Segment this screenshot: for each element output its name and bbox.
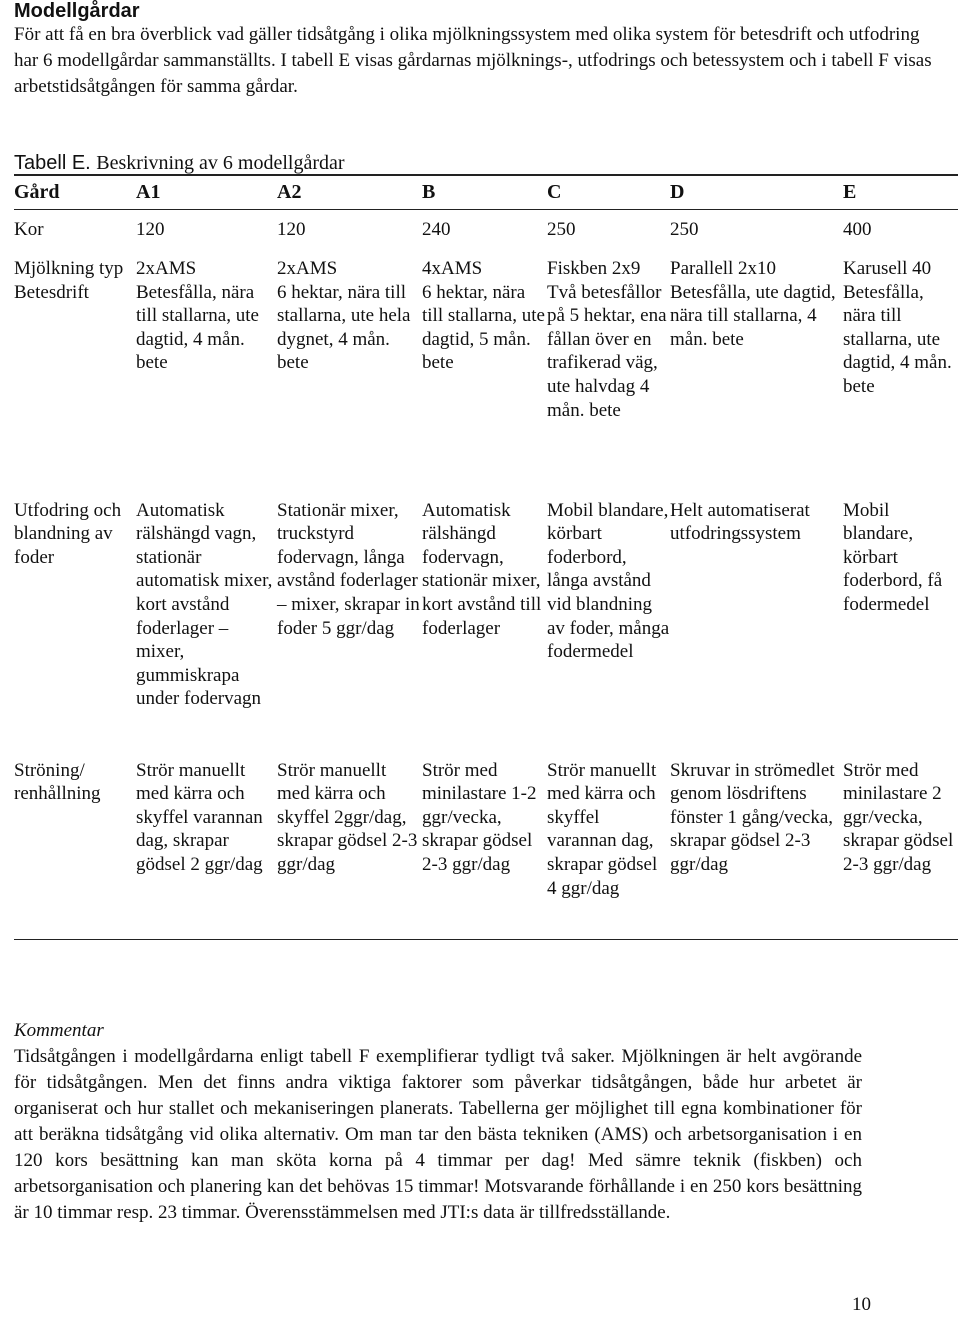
table-cell: 250 <box>547 219 576 240</box>
table-cell: Strör manuellt med kärra och skyffel varannan dag, skrapar gödsel 4 ggr/dag <box>547 759 670 940</box>
table-cell: Två betesfållor på 5 hektar, ena fållan över en trafikerad väg, ute halvdag 4 mån. bete <box>547 281 667 421</box>
table-cell: Betesfålla, nära till stallarna, ute dagtid, 4 mån. bete <box>843 281 952 397</box>
row-label: Mjölkning typ <box>14 258 124 279</box>
table-cell: Mobil blandare, körbart foderbord, få fodermedel <box>843 499 943 615</box>
table-caption-text: Beskrivning av 6 modellgårdar <box>96 152 345 174</box>
table-cell: Strör med minilastare 2 ggr/vecka, skrapar gödsel 2-3 ggr/dag <box>843 759 958 940</box>
section-heading: Modellgårdar <box>14 0 140 22</box>
table-cell: 120 <box>277 219 306 240</box>
table-row <box>14 494 958 759</box>
table-cell: Stationär mixer, truckstyrd fodervagn, långa avstånd foderlager – mixer, skrapar in foder 5 ggr/dag <box>277 499 420 639</box>
intro-paragraph: För att få en bra överblick vad gäller tidsåtgång i olika mjölkningssystem med olika system för betesdrift och utfodring har 6 modellgårdar sammanställts. I tabell E visas gårdarnas mjölknings-, utfodrings och betessystem och i tabell F visas arbetstidsåtgången för samma gårdar. <box>14 24 932 97</box>
table-cell: 4xAMS <box>422 258 483 279</box>
table-cell: Strör manuellt med kärra och skyffel varannan dag, skrapar gödsel 2 ggr/dag <box>136 759 277 940</box>
comment-label: Kommentar <box>14 1020 104 1041</box>
document-page <box>14 0 954 1315</box>
table-cell: 2xAMS <box>136 258 197 279</box>
header-cell: Gård <box>14 175 136 210</box>
table-cell: Betesfålla, ute dagtid, nära till stallarna, 4 mån. bete <box>670 281 836 350</box>
table-cell: Automatisk rälshängd fodervagn, stationär mixer, kort avstånd till foderlager <box>422 499 542 639</box>
table-cell: 6 hektar, nära till stallarna, ute hela dygnet, 4 mån. bete <box>277 281 411 374</box>
table-cell: Mobil blandare, körbart foderbord, långa avstånd vid blandning av foder, många fodermedel <box>547 499 670 663</box>
table-cell: 2xAMS <box>277 258 338 279</box>
row-label: Utfodring och blandning av foder <box>14 499 122 568</box>
row-label: Ströning/ renhållning <box>14 759 136 940</box>
table-caption <box>14 150 345 176</box>
table-cell: Strör med minilastare 1-2 ggr/vecka, skrapar gödsel 2-3 ggr/dag <box>422 759 547 940</box>
table-cell: 120 <box>136 219 165 240</box>
table-cell: 240 <box>422 219 451 240</box>
row-label: Betesdrift <box>14 281 89 303</box>
header-cell: A1 <box>136 175 277 210</box>
table-caption-prefix: Tabell E. <box>14 152 91 174</box>
table-cell: Helt automatiserat utfodringssystem <box>670 499 810 545</box>
header-cell: B <box>422 175 547 210</box>
row-label: Kor <box>14 219 44 240</box>
table-cell: Skruvar in strömedlet genom lösdriftens fönster 1 gång/vecka, skrapar gödsel 2-3 ggr/dag <box>670 759 843 940</box>
table-cell: Betesfålla, nära till stallarna, ute dagtid, 4 mån. bete <box>136 281 259 374</box>
header-cell: D <box>670 175 843 210</box>
comment-section <box>14 1018 862 1226</box>
table-cell: Strör manuellt med kärra och skyffel 2ggr/dag, skrapar gödsel 2-3 ggr/dag <box>277 759 422 940</box>
table-cell: 250 <box>670 219 699 240</box>
header-cell: A2 <box>277 175 422 210</box>
header-cell: C <box>547 175 670 210</box>
table-row <box>14 759 958 940</box>
table-cell: 400 <box>843 219 872 240</box>
page-number: 10 <box>852 1294 871 1315</box>
table-row <box>14 281 958 494</box>
table-cell: Parallell 2x10 <box>670 258 777 279</box>
table-header-row <box>14 175 958 210</box>
table-row <box>14 210 958 251</box>
table-cell: Automatisk rälshängd vagn, stationär automatisk mixer, kort avstånd foderlager – mixer, gummiskrapa under fodervagn <box>136 499 273 710</box>
table-row <box>14 250 958 281</box>
table-cell: 6 hektar, nära till stallarna, ute dagtid, 5 mån. bete <box>422 281 545 374</box>
table-cell: Fiskben 2x9 <box>547 258 641 279</box>
comment-paragraph: Tidsåtgången i modellgårdarna enligt tabell F exemplifierar tydligt två saker. Mjölkningen är helt avgörande för tidsåtgången. Men det finns andra viktiga faktorer som påverkar tidsåtgången, både hur arbetet är organiserat och hur stallet och mekaniseringen planerats. Tabellerna ger möjlighet till egna kombinationer för att beräkna tidsåtgång vid olika alternativ. Om man tar den bästa tekniken (AMS) och arbetsorganisation i en 120 kors besättning kan man sköta korna på 4 timmar per dag! Med sämre teknik (fiskben) och arbetsorganisation och planering kan det behövas 15 timmar! Motsvarande förhållande i en 250 kors besättning är 10 timmar resp. 23 timmar. Överensstämmelsen med JTI:s data är tillfredsställande. <box>14 1046 862 1223</box>
table-cell: Karusell 40 <box>843 258 932 279</box>
header-cell: E <box>843 175 958 210</box>
model-farms-table <box>14 174 958 940</box>
